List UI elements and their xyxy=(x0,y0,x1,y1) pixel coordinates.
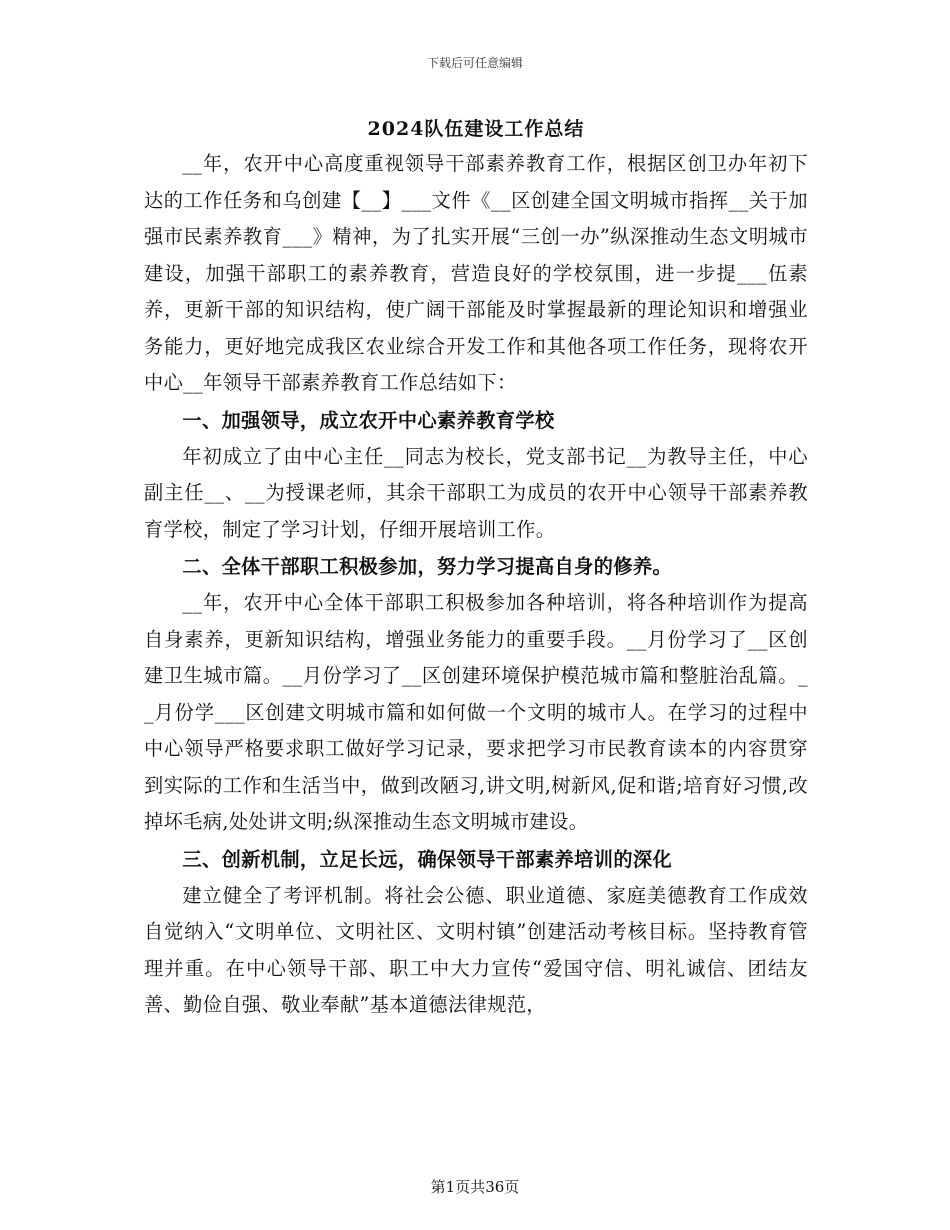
document-title: 2024队伍建设工作总结 xyxy=(367,118,585,140)
paragraph-intro: __年，农开中心高度重视领导干部素养教育工作，根据区创卫办年初下达的工作任务和乌创建【__】___文件《__区创建全国文明城市指挥__关于加强市民素养教育___》精神，为了扎实开展“三创一办”纵深推动生态文明城市建设，加强干部职工的素养教育，营造良好的学校氛围，进一步提___伍素养，更新干部的知识结构，使广阔干部能及时掌握最新的理论知识和增强业务能力，更好地完成我区农业综合开发工作和其他各项工作任务，现将农开中心__年领导干部素养教育工作总结如下： xyxy=(144,152,808,394)
section-heading-1: 一、加强领导，成立农开中心素养教育学校 xyxy=(182,408,555,432)
section-heading-2: 二、全体干部职工积极参加，努力学习提高自身的修养。 xyxy=(182,555,673,578)
page-header-note: 下载后可任意编辑 xyxy=(426,56,523,70)
page-footer-number: 第1页共36页 xyxy=(430,1178,520,1196)
paragraph-section-1: 年初成立了由中心主任__同志为校长，党支部书记__为教导主任，中心副主任__、__为授课老师，其余干部职工为成员的农开中心领导干部素养教育学校，制定了学习计划，仔细开展培训工作。 xyxy=(144,444,808,541)
section-heading-3: 三、创新机制，立足长远，确保领导干部素养培训的深化 xyxy=(182,847,673,871)
paragraph-section-3: 建立健全了考评机制。将社会公德、职业道德、家庭美德教育工作成效自觉纳入“文明单位、文明社区、文明村镇”创建活动考核目标。坚持教育管理并重。在中心领导干部、职工中大力宣传“爱国守信、明礼诚信、团结友善、勤俭自强、敬业奉献”基本道德法律规范， xyxy=(144,883,808,1016)
paragraph-section-2: __年，农开中心全体干部职工积极参加各种培训，将各种培训作为提高自身素养，更新知识结构，增强业务能力的重要手段。__月份学习了__区创建卫生城市篇。__月份学习了__区创建环境保护模范城市篇和整脏治乱篇。__月份学___区创建文明城市篇和如何做一个文明的城市人。在学习的过程中中心领导严格要求职工做好学习记录，要求把学习市民教育读本的内容贯穿到实际的工作和生活当中，做到改陋习,讲文明,树新风,促和谐;培育好习惯,改掉坏毛病,处处讲文明;纵深推动生态文明城市建设。 xyxy=(144,591,808,833)
document-body xyxy=(144,112,808,1024)
